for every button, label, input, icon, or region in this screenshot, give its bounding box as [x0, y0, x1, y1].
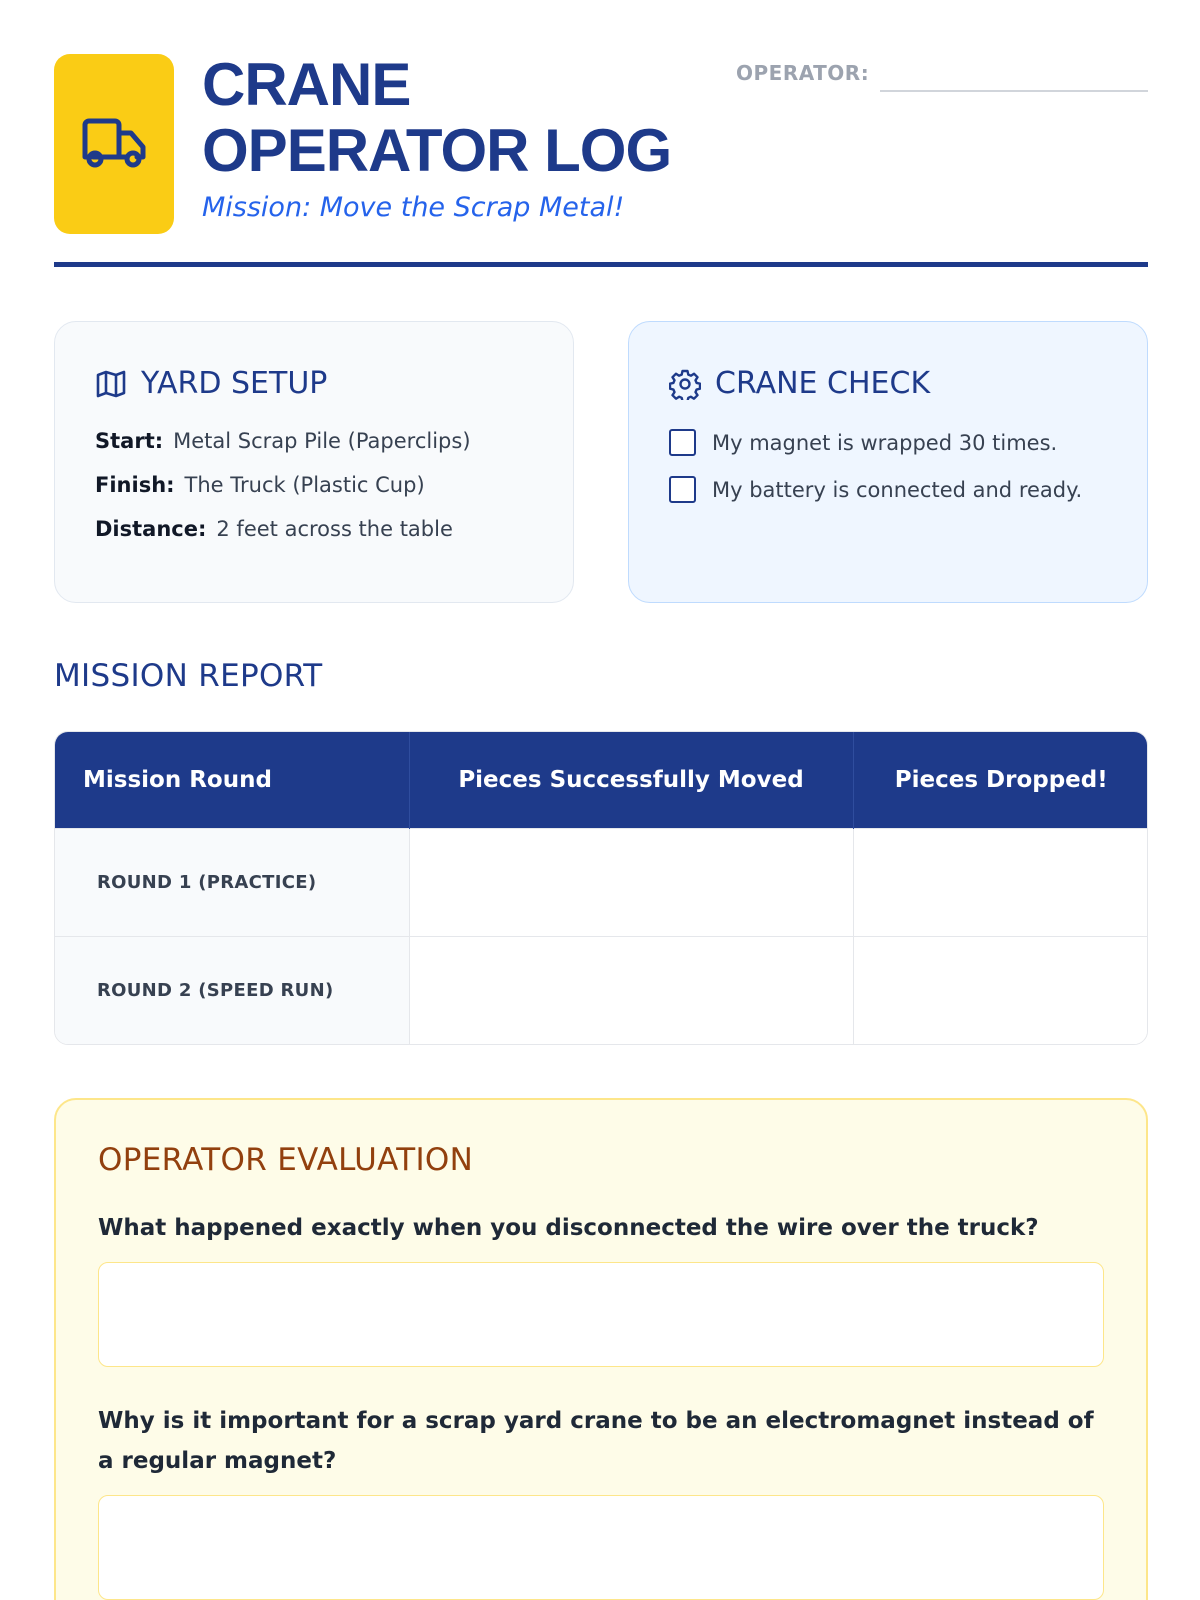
kv-label: Distance:: [95, 517, 207, 541]
truck-icon: [81, 117, 147, 171]
evaluation-title: OPERATOR EVALUATION: [98, 1142, 474, 1178]
page-subtitle: Mission: Move the Scrap Metal!: [202, 192, 625, 223]
mission-report-title: MISSION REPORT: [54, 658, 323, 694]
checklist-item[interactable]: [669, 476, 1107, 503]
round-label: ROUND 2 (SPEED RUN): [55, 936, 409, 1044]
yard-setup-distance: [95, 517, 533, 541]
header-divider: [54, 262, 1148, 267]
map-icon: [95, 369, 127, 399]
kv-value: Metal Scrap Pile (Paperclips): [173, 429, 471, 453]
yard-setup-start: [95, 429, 533, 453]
table-header-row: [55, 732, 1148, 828]
kv-label: Finish:: [95, 473, 175, 497]
mission-report-table: [54, 731, 1148, 1045]
yard-setup-card: [54, 321, 574, 603]
kv-value: The Truck (Plastic Cup): [184, 473, 425, 497]
checklist-label: My magnet is wrapped 30 times.: [712, 430, 1058, 455]
pieces-dropped-cell[interactable]: [853, 936, 1148, 1044]
operator-evaluation-panel: [54, 1098, 1148, 1600]
page-title-line2: OPERATOR LOG: [202, 117, 672, 184]
pieces-dropped-cell[interactable]: [853, 828, 1148, 936]
table-row: [55, 828, 1148, 936]
yard-setup-heading: [95, 366, 533, 401]
answer-field[interactable]: [98, 1495, 1104, 1600]
crane-check-card: [628, 321, 1148, 603]
question-text: Why is it important for a scrap yard crane to be an electromagnet instead of a regular magnet?: [98, 1408, 1094, 1474]
column-header: Pieces Successfully Moved: [409, 732, 853, 828]
page-title: [202, 52, 671, 184]
table-row: [55, 936, 1148, 1044]
answer-field[interactable]: [98, 1262, 1104, 1367]
pieces-moved-cell[interactable]: [409, 828, 853, 936]
yard-setup-finish: [95, 473, 533, 497]
operator-label: OPERATOR:: [736, 61, 870, 85]
page-title-line1: CRANE: [202, 51, 411, 118]
kv-value: 2 feet across the table: [216, 517, 453, 541]
checkbox[interactable]: [669, 476, 696, 503]
operator-name-field[interactable]: [880, 90, 1148, 92]
kv-label: Start:: [95, 429, 164, 453]
question-text: What happened exactly when you disconnected the wire over the truck?: [98, 1215, 1039, 1241]
column-header: Pieces Dropped!: [853, 732, 1148, 828]
gear-icon: [669, 368, 701, 400]
pieces-moved-cell[interactable]: [409, 936, 853, 1044]
logo-badge: [54, 54, 174, 234]
crane-check-title: CRANE CHECK: [715, 366, 931, 401]
yard-setup-title: YARD SETUP: [141, 366, 328, 401]
column-header: Mission Round: [55, 732, 409, 828]
checkbox[interactable]: [669, 429, 696, 456]
crane-check-heading: [669, 366, 1107, 401]
checklist-item[interactable]: [669, 429, 1107, 456]
round-label: ROUND 1 (PRACTICE): [55, 828, 409, 936]
checklist-label: My battery is connected and ready.: [712, 477, 1083, 502]
